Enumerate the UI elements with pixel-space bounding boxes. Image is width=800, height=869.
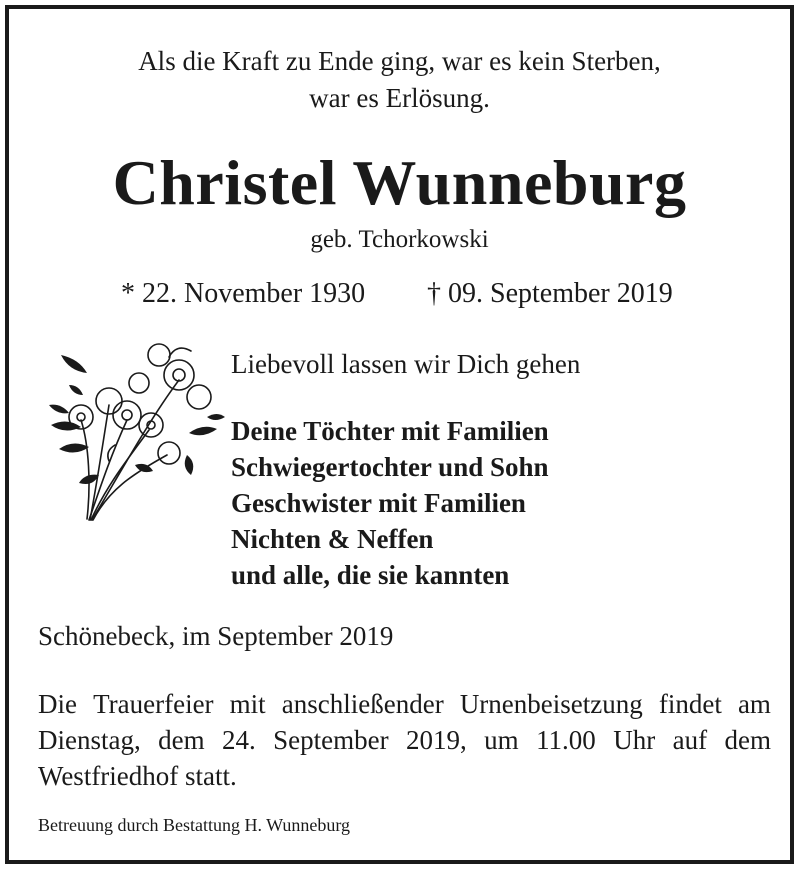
motto-line-2: war es Erlösung.: [309, 83, 490, 113]
motto-line-1: Als die Kraft zu Ende ging, war es kein Sterben,: [138, 46, 661, 76]
word: dem: [724, 725, 771, 755]
mourner-line: und alle, die sie kannten: [231, 560, 510, 590]
mourner-line: Geschwister mit Familien: [231, 488, 526, 518]
word: Uhr: [613, 725, 656, 755]
word: dem: [158, 725, 205, 755]
deceased-name: Christel Wunneburg: [112, 147, 687, 218]
word: anschließender: [281, 689, 444, 719]
word: auf: [672, 725, 708, 755]
death-date: † 09. September 2019: [427, 278, 673, 309]
mourner-line: Nichten & Neffen: [231, 524, 434, 554]
funeral-line-3: Westfriedhof statt.: [38, 761, 237, 791]
mourner-line: Deine Töchter mit Familien: [231, 416, 549, 446]
word: mit: [229, 689, 266, 719]
funeral-line-2: [38, 722, 771, 758]
word: Urnenbeisetzung: [459, 689, 643, 719]
word: Dienstag,: [38, 725, 141, 755]
birth-date: * 22. November 1930: [121, 278, 366, 309]
word: am: [737, 689, 771, 719]
word: Die: [38, 689, 77, 719]
word: findet: [658, 689, 722, 719]
funeral-line-1: [38, 686, 771, 722]
born-name: geb. Tchorkowski: [310, 226, 489, 253]
word: um: [484, 725, 519, 755]
undertaker-credit: Betreuung durch Bestattung H. Wunneburg: [38, 815, 351, 835]
place-date: Schönebeck, im September 2019: [38, 621, 394, 651]
mourners-list: [231, 413, 549, 593]
flower-bouquet-icon: [39, 325, 229, 525]
mourner-line: Schwiegertochter und Sohn: [231, 452, 549, 482]
word: 2019,: [406, 725, 467, 755]
word: Trauerfeier: [93, 689, 214, 719]
farewell-text: Liebevoll lassen wir Dich gehen: [231, 349, 581, 379]
obituary-notice: [5, 5, 794, 864]
word: 11.00: [536, 725, 596, 755]
motto: [9, 43, 790, 117]
funeral-info: [38, 686, 771, 794]
word: September: [273, 725, 389, 755]
word: 24.: [222, 725, 256, 755]
